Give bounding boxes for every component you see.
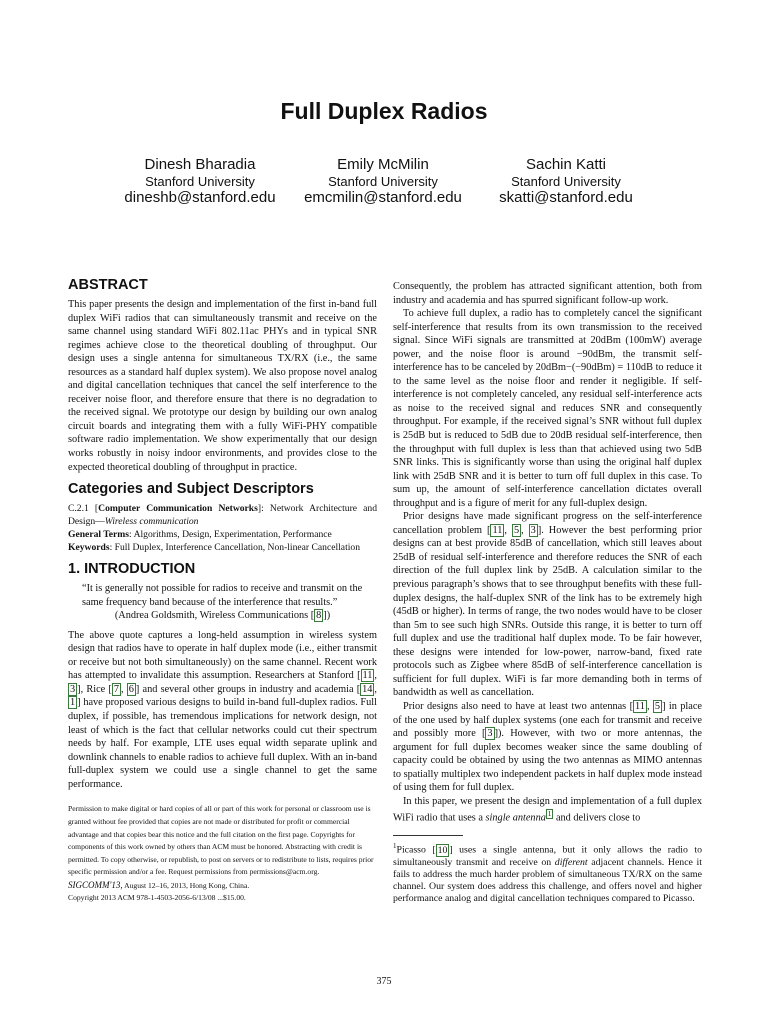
keywords-label: Keywords bbox=[68, 542, 110, 554]
permission-block bbox=[68, 803, 377, 905]
author-email[interactable]: skatti@stanford.edu bbox=[499, 189, 633, 206]
body-paragraph: Consequently, the problem has attracted significant attention, both from industry and academia and has spurred significant follow-up work. bbox=[393, 281, 702, 306]
text-run: ]. However the best performing prior designs can at best provide 85dB of cancellation, which still leaves about 25dB of residual self-interference and therefore reduces the SNR of each direction of the full duplex link by 25dB. A calculation similar to the previous paragraph’s shows that to see throughput benefits with these full-duplex designs, the half-duplex SNR of the link has to be extremely high (45dB or higher). In terms of range, the two nodes would have to be closer than 5m to see such high SNRs. Outside this range, it is better to turn off full duplex and use the traditional half duplex mode. To be fair however, these designs were intended for low-power, narrow-band, fixed rate protocols such as Zigbee where 85dB of self-interference cancellation is sufficient for full duplex. WiFi is far more demanding both in terms of bandwidth as well as cancellation. bbox=[393, 524, 702, 699]
text-run: , bbox=[646, 700, 653, 712]
intro-paragraph bbox=[68, 629, 377, 792]
text-run: , bbox=[504, 524, 512, 536]
author-1 bbox=[100, 156, 300, 207]
text-italic: single antenna bbox=[485, 812, 546, 824]
text-run: , bbox=[521, 524, 529, 536]
citation-link[interactable]: 3 bbox=[70, 683, 76, 695]
ccs-mid: ]: Network Architecture and Design— bbox=[68, 503, 378, 528]
epigraph-source bbox=[82, 609, 363, 623]
text-run: Prior designs also need to have at least two antennas [ bbox=[403, 700, 634, 712]
abstract-text: This paper presents the design and implementation of the first in-band full duplex WiFi radios that can simultaneously transmit and receive on the same channel using standard WiFi 802.11ac PHYs and in typical SNR regimes achieve close to the theoretical doubling of throughput. Our design uses a single antenna for simultaneous TX/RX (i.e., the same resources as a standard half duplex system). We also propose novel analog and digital cancellation techniques that cancel the self interference to the receiver noise floor, and therefore ensure that there is no degradation to the received signal. We prototype our design by building our own analog circuit boards and integrating them with a fully WiFi-PHY compatible software radio implementation. We show experimentally that our design works robustly in noisy indoor environments, and provides close to the expected theoretical doubling of throughput in practice. bbox=[68, 299, 377, 473]
text-run: ]). However, with two or more antennas, the argument for full duplex becomes weaker since the same doubling of capacity could be obtained by using the two antennas as MIMO antennas to spatially multiplex two independent packets in half duplex mode instead of using them for full duplex. bbox=[393, 728, 702, 794]
text-run: In this paper, we present the design and implementation of a full duplex WiFi radio that uses a bbox=[393, 795, 702, 824]
introduction-heading: 1. INTRODUCTION bbox=[68, 561, 196, 578]
copyright-line: Copyright 2013 ACM 978-1-4503-2056-6/13/08 ...$15.00. bbox=[68, 893, 246, 903]
text-run: , bbox=[120, 683, 127, 695]
text-run: The above quote captures a long-held assumption in wireless system design that radios have to operate in half duplex mode (i.e., either transmit or receive but not both simultaneously) on the same channel. Recent work has attempted to invalidate this assumption. Researchers at Stanford [ bbox=[68, 629, 377, 682]
footnote-mark: 1 bbox=[393, 842, 397, 851]
text-italic: different bbox=[554, 856, 588, 868]
source-pre: (Andrea Goldsmith, Wireless Communications [ bbox=[114, 610, 315, 622]
conference-line bbox=[68, 879, 377, 893]
citation-link[interactable]: 3 bbox=[530, 524, 536, 536]
author-name: Emily McMilin bbox=[337, 156, 429, 173]
author-email[interactable]: emcmilin@stanford.edu bbox=[304, 189, 462, 206]
terms-label: General Terms bbox=[68, 529, 130, 541]
text-run: , bbox=[374, 683, 377, 695]
citation-link[interactable]: 10 bbox=[437, 844, 448, 856]
body-paragraph bbox=[393, 510, 702, 700]
ccs-prefix: C.2.1 [ bbox=[68, 503, 99, 515]
conference-name: SIGCOMM'13, bbox=[68, 879, 123, 890]
text-run: Prior designs have made significant progress on the self-interference cancellation problem [ bbox=[393, 511, 702, 536]
citation-link[interactable]: 5 bbox=[654, 700, 661, 712]
left-column bbox=[68, 276, 377, 905]
citation-link[interactable]: 11 bbox=[362, 670, 373, 682]
text-run: ], Rice [ bbox=[77, 683, 112, 695]
citation-link[interactable]: 6 bbox=[128, 683, 134, 695]
text-run: Picasso [ bbox=[396, 844, 436, 856]
footnote bbox=[393, 840, 702, 905]
source-post: ]) bbox=[323, 610, 331, 622]
text-run: , bbox=[374, 670, 377, 682]
text-run: adjacent channels. Hence it fails to address the much harder problem of simultaneous TX/RX on the same channel. Our system does address this challenge, and offers novel and higher performance analog and digital cancellation techniques compared to Picasso. bbox=[393, 856, 702, 905]
conference-details: August 12–16, 2013, Hong Kong, China. bbox=[122, 880, 250, 890]
general-terms bbox=[68, 528, 377, 541]
text-run: ] have proposed various designs to build in-band full-duplex radios. Full duplex, if possible, has tremendous implications for network design, not least of which is the fact that cellular networks could cut their spectrum needs by half. For example, LTE uses equal width separate uplink and downlink channels to enable radios to achieve full duplex. With an in-band full-duplex system we could use a single channel to get the same performance. bbox=[68, 697, 377, 790]
author-3 bbox=[466, 156, 666, 207]
citation-link[interactable]: 5 bbox=[513, 524, 520, 536]
citation-link[interactable]: 11 bbox=[492, 524, 503, 536]
footnote-rule bbox=[393, 835, 463, 836]
author-affiliation: Stanford University bbox=[145, 174, 255, 189]
author-name: Sachin Katti bbox=[525, 156, 607, 173]
citation-link[interactable]: 1 bbox=[70, 697, 76, 709]
author-affiliation: Stanford University bbox=[511, 174, 621, 189]
epigraph-text: “It is generally not possible for radios to receive and transmit on the same frequency band because of the interference that results.” bbox=[82, 583, 363, 608]
keywords bbox=[68, 541, 377, 554]
ccs-italic: Wireless communication bbox=[104, 516, 199, 528]
author-2 bbox=[283, 156, 483, 207]
citation-link[interactable]: 11 bbox=[635, 700, 645, 712]
epigraph bbox=[82, 582, 363, 623]
author-name: Dinesh Bharadia bbox=[144, 156, 256, 173]
text-run: ] uses a single antenna, but it only allows the radio to simultaneously transmit and receive on bbox=[393, 844, 702, 868]
author-block bbox=[100, 156, 670, 210]
categories-heading: Categories and Subject Descriptors bbox=[68, 481, 314, 498]
keywords-text: : Full Duplex, Interference Cancellation, Non-linear Cancellation bbox=[109, 542, 360, 554]
citation-link[interactable]: 8 bbox=[316, 610, 322, 622]
author-affiliation: Stanford University bbox=[328, 174, 438, 189]
citation-link[interactable]: 14 bbox=[362, 683, 373, 695]
page-number: 375 bbox=[376, 976, 392, 987]
text-run: ] in place of the one used by half duplex systems (one each for transmit and receive and possibly more [ bbox=[393, 700, 702, 740]
footnote-link[interactable]: 1 bbox=[547, 810, 552, 819]
text-run: and delivers close to bbox=[553, 812, 641, 824]
right-column bbox=[393, 280, 702, 906]
paper-title: Full Duplex Radios bbox=[280, 98, 488, 124]
text-run: ] and several other groups in industry and academia [ bbox=[135, 683, 361, 695]
terms-text: : Algorithms, Design, Experimentation, Performance bbox=[129, 529, 332, 541]
citation-link[interactable]: 7 bbox=[113, 683, 119, 695]
author-email[interactable]: dineshb@stanford.edu bbox=[124, 189, 276, 206]
body-paragraph: To achieve full duplex, a radio has to completely cancel the significant self-interference that results from its own transmission to the received signal. Since WiFi signals are transmitted at 20dBm (100mW) average power, and the noise floor is around −90dBm, the transmit self-interference has to be canceled by 20dBm−(−90dBm) = 110dB to reduce it to the same level as the noise floor and render it negligible. If self-interference is not completely canceled, any residual self-interference acts as noise to the received signal and reduces SNR and consequently throughput. For example, if the received signal’s SNR without full duplex is 25dB but is reduced to 5dB due to 20dB residual self-interference, then the throughput with full duplex is less than that achieved using two 5dB SNR links. This is significantly worse than using the original half duplex link with 25dB SNR and it is better to turn off full duplex in this case. To sum up, the amount of self-interference cancellation dictates overall throughput and is a figure of merit for any full-duplex design. bbox=[393, 308, 702, 509]
ccs-bold: Computer Communication Networks bbox=[98, 503, 258, 515]
body-paragraph bbox=[393, 795, 702, 826]
permission-text: Permission to make digital or hard copies of all or part of this work for personal or classroom use is granted without fee provided that copies are not made or distributed for profit or commercial advantage and that copies bear this notice and the full citation on the first page. Copyrights for components of this work owned by others than ACM must be honored. Abstracting with credit is permitted. To copy otherwise, or republish, to post on servers or to redistribute to lists, requires prior specific permission and/or a fee. Request permissions from permissions@acm.org. bbox=[68, 804, 374, 877]
abstract-heading: ABSTRACT bbox=[68, 277, 148, 293]
ccs-line bbox=[68, 502, 377, 528]
body-paragraph bbox=[393, 700, 702, 795]
citation-link[interactable]: 3 bbox=[487, 728, 493, 740]
